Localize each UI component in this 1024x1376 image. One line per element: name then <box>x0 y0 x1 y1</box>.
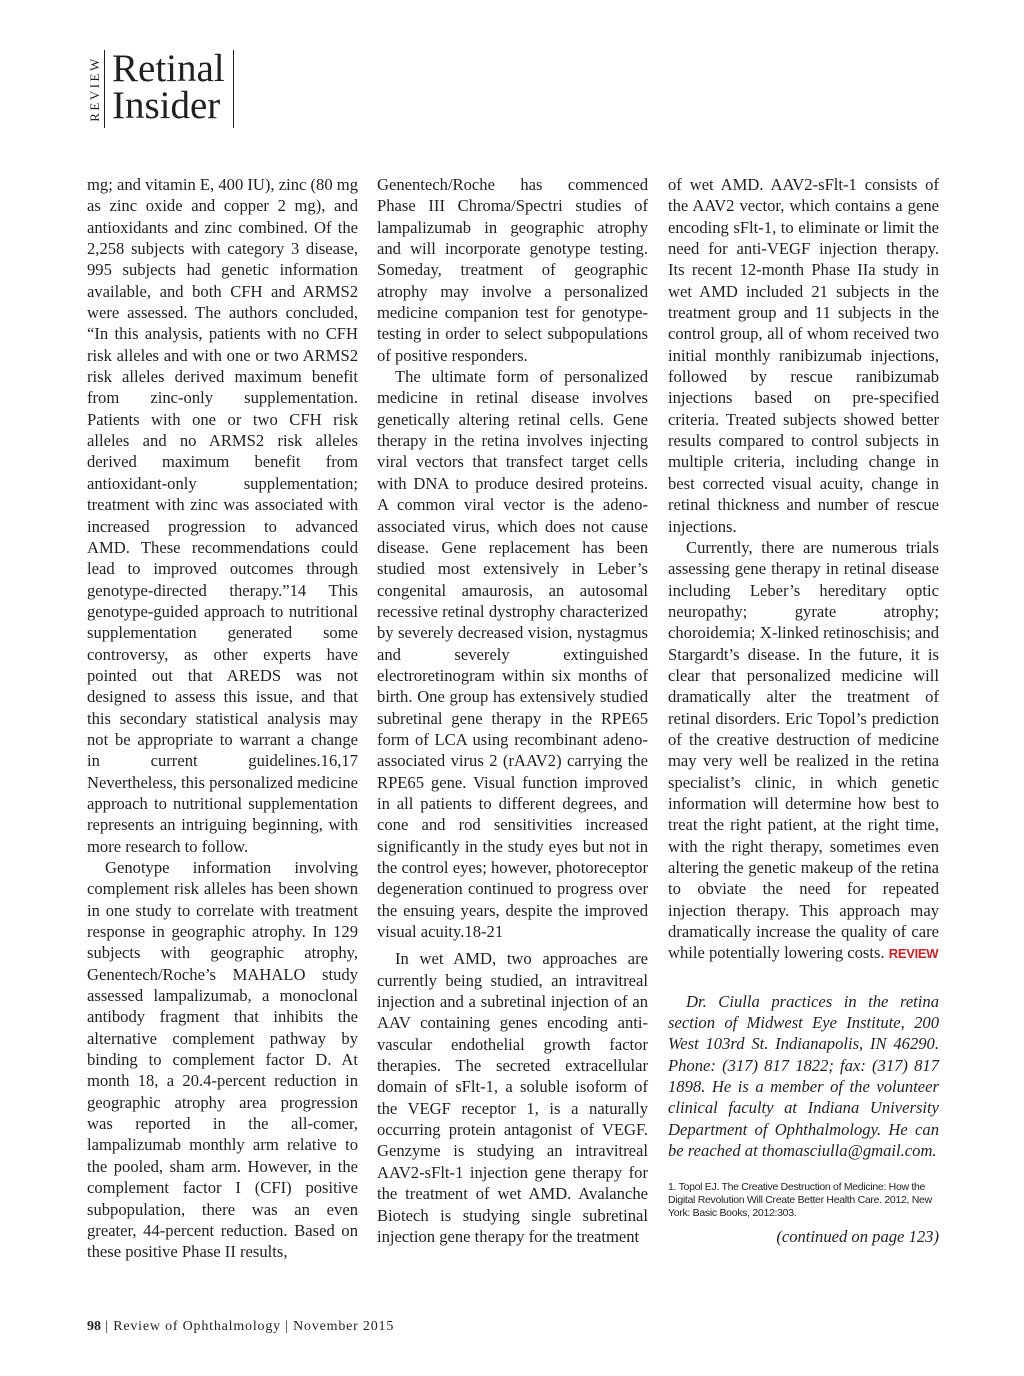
paragraph <box>668 537 939 965</box>
end-mark: REVIEW <box>888 946 939 962</box>
footnote: 1. Topol EJ. The Creative Destruction of Medicine: How the Digital Revolution Will Create Better Health Care. 2012, New York: Basic Books, 2012:303. <box>668 1181 932 1220</box>
paragraph-text: Currently, there are numerous trials assessing gene therapy in retinal disease including Leber’s hereditary optic neuropathy; gyrate atrophy; choroidemia; X-linked retinoschisis; and Stargardt’s disease. In the future, it is clear that personalized medicine will dramatically alter the treatment of retinal disorders. Eric Topol’s prediction of the creative destruction of medicine may very well be realized in the retina specialist’s clinic, in which genetic information will determine how best to treat the right patient, at the right time, with the right therapy, sometimes even altering the genetic makeup of the retina to obviate the need for repeated injection therapy. This approach may dramatically increase the quality of care while potentially lowering costs. <box>668 537 939 963</box>
paragraph: In wet AMD, two approaches are currently being studied, an intravitreal injection and a subretinal injection of an AAV containing genes encoding anti-vascular endothelial growth factor therapies. The secreted extracellular domain of sFlt-1, a soluble isoform of the VEGF receptor 1, is a naturally occurring protein antagonist of VEGF. Genzyme is studying an intravitreal AAV2-sFlt-1 injection gene therapy for the treatment of wet AMD. Avalanche Biotech is studying single subretinal injection gene therapy for the treatment <box>377 949 648 1246</box>
section-title <box>112 47 234 128</box>
author-bio: Dr. Ciulla practices in the retina section of Midwest Eye Institute, 200 West 103rd St. Indianapolis, IN 46290. Phone: (317) 817 1822; fax: (317) 817 1898. He is a member of the volunteer clinical faculty at Indiana University Department of Ophthalmology. He can be reached at thomasciulla@gmail.com. <box>668 991 939 1161</box>
publication-name: Review of Ophthalmology <box>113 1319 281 1334</box>
page-folio: 98 | Review of Ophthalmology | November 2015 <box>87 1319 395 1334</box>
article-column-3 <box>668 174 939 1248</box>
paragraph: mg; and vitamin E, 400 IU), zinc (80 mg as zinc oxide and copper 2 mg), and antioxidants and zinc combined. Of the 2,258 subjects with category 3 disease, 995 subjects had genetic information available, and both CFH and ARMS2 were assessed. The authors concluded, “In this analysis, patients with no CFH risk alleles and with one or two ARMS2 risk alleles derived maximum benefit from zinc-only supplementation. Patients with one or two CFH risk alleles and no ARMS2 risk alleles derived maximum benefit from antioxidant-only supplementation; treatment with zinc was associated with increased progression to advanced AMD. These recommendations could lead to improved outcomes through genotype-directed therapy.”14 This genotype-guided approach to nutritional supplementation generated some controversy, as other experts have pointed out that AREDS was not designed to assess this issue, and that this secondary statistical analysis may not be appropriate to warrant a change in current guidelines.16,17 Nevertheless, this personalized medicine approach to nutritional supplementation represents an intriguing beginning, with more research to follow. <box>87 175 358 856</box>
paragraph: Genotype information involving complement risk alleles has been shown in one study to correlate with treatment response in geographic atrophy. In 129 subjects with geographic atrophy, Genentech/Roche’s MAHALO study assessed lampalizumab, a monoclonal antibody fragment that inhibits the alternative complement pathway by binding to complement factor D. At month 18, a 20.4-percent reduction in geographic atrophy area progression was reported in the all-comer, lampalizumab monthly arm relative to the pooled, sham arm. However, in the complement factor I (CFI) positive subpopulation, there was an even greater, 44-percent reduction. Based on these positive Phase II results, <box>87 858 358 1262</box>
section-title-line-2: Insider <box>112 84 221 127</box>
article-column-1 <box>87 174 358 1263</box>
article-column-2 <box>377 174 648 1247</box>
page-number: 98 <box>87 1319 101 1334</box>
section-title-line-1: Retinal <box>112 47 225 90</box>
continued-note: (continued on page 123) <box>776 1227 939 1247</box>
paragraph: of wet AMD. AAV2-sFlt-1 consists of the AAV2 vector, which contains a gene encoding sFlt-1, to eliminate or limit the need for anti-VEGF injection therapy. Its recent 12-month Phase IIa study in wet AMD included 21 subjects in the treatment group and 11 subjects in the control group, all of whom received two initial monthly ranibizumab injections, followed by rescue ranibizumab injections based on pre-specified criteria. Treated subjects showed better results compared to control subjects in multiple criteria, including change in best corrected visual acuity, change in retinal thickness and number of rescue injections. <box>668 175 939 536</box>
paragraph: Genentech/Roche has commenced Phase III Chroma/Spectri studies of lampalizumab in geographic atrophy and will incorporate genotype testing. Someday, treatment of geographic atrophy may involve a personalized medicine companion test for genotype-testing in order to select subpopulations of positive responders. <box>377 175 648 365</box>
section-kicker: REVIEW <box>86 50 105 128</box>
issue-date: November 2015 <box>293 1319 395 1334</box>
paragraph: The ultimate form of personalized medicine in retinal disease involves genetically altering retinal cells. Gene therapy in the retina involves injecting viral vectors that transfect target cells with DNA to produce desired proteins. A common viral vector is the adeno-associated virus, which does not cause disease. Gene replacement has been studied most extensively in Leber’s congenital amaurosis, an autosomal recessive retinal dystrophy characterized by severely decreased vision, nystagmus and severely extinguished electroretinogram within six months of birth. One group has extensively studied subretinal gene therapy in the RPE65 form of LCA using recombinant adeno-associated virus 2 (rAAV2) carrying the RPE65 gene. Visual function improved in all patients to different degrees, and cone and rod sensitivities increased significantly in the study eyes but not in the control eyes; however, photoreceptor degeneration continued to progress over the ensuing years, despite the improved visual acuity.18-21 <box>377 367 648 942</box>
